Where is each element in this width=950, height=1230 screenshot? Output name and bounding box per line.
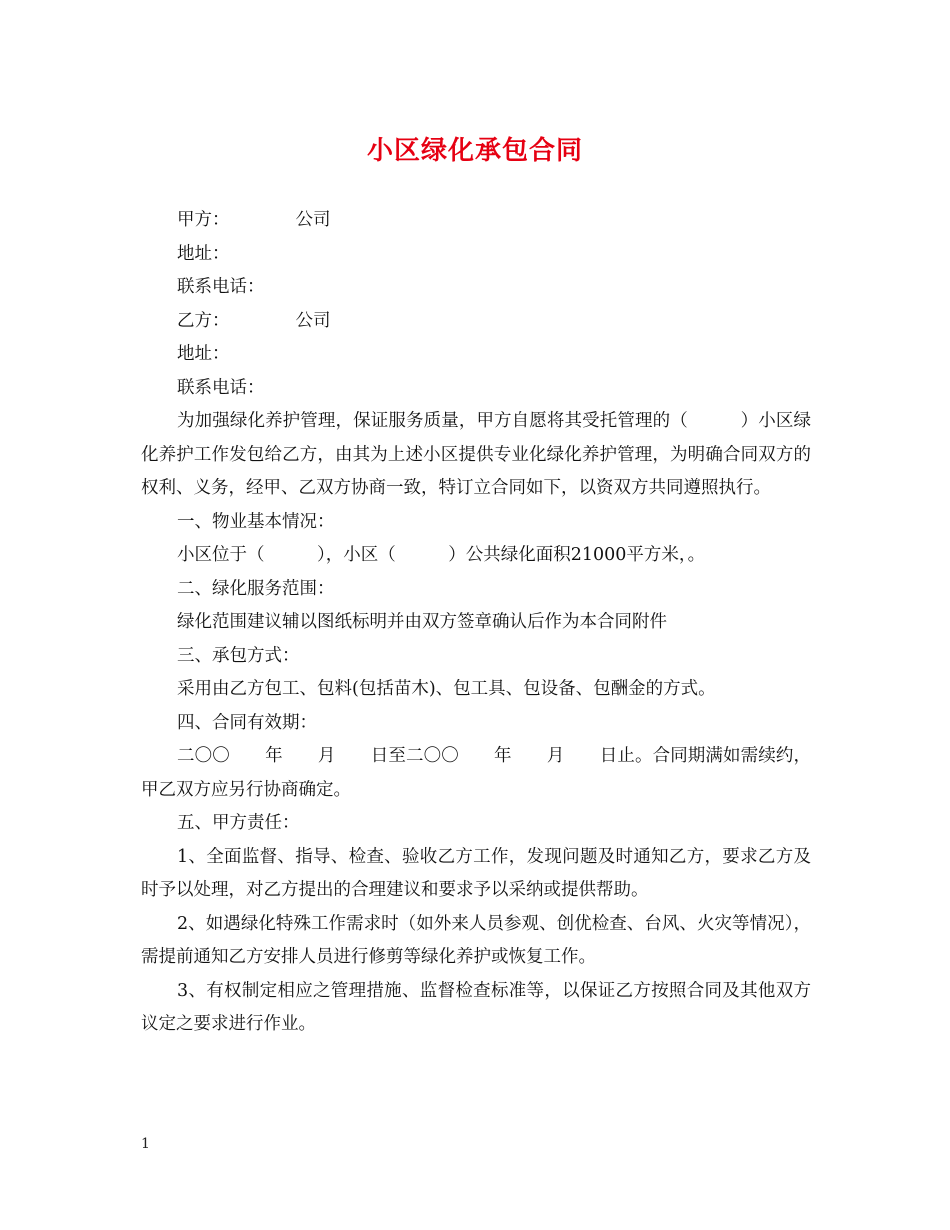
party-b-line xyxy=(141,305,811,339)
page-number: 1 xyxy=(141,1136,150,1152)
section-2-text: 绿化范围建议辅以图纸标明并由双方签章确认后作为本合同附件 xyxy=(177,612,667,632)
contract-body xyxy=(141,204,811,1042)
section-5-item-3: 3、有权制定相应之管理措施、监督检查标准等，以保证乙方按照合同及其他双方议定之要求进行作业。 xyxy=(141,980,811,1034)
section-5-item-1: 1、全面监督、指导、检查、验收乙方工作，发现问题及时通知乙方，要求乙方及时予以处理，对乙方提出的合理建议和要求予以采纳或提供帮助。 xyxy=(141,846,811,900)
party-a-company: 公司 xyxy=(295,210,331,230)
section-4-heading: 四、合同有效期： xyxy=(177,712,317,733)
party-a-line xyxy=(141,204,811,238)
party-b-label: 乙方： xyxy=(177,310,230,331)
section-5-item-2: 2、如遇绿化特殊工作需求时（如外来人员参观、创优检查、台风、火灾等情况），需提前通知乙方安排人员进行修剪等绿化养护或恢复工作。 xyxy=(141,913,811,967)
party-a-phone: 联系电话： xyxy=(177,277,265,297)
section-3-heading: 三、承包方式： xyxy=(177,645,300,666)
intro-paragraph: 为加强绿化养护管理，保证服务质量，甲方自愿将其受托管理的（ ）小区绿化养护工作发包给乙方，由其为上述小区提供专业化绿化养护管理，为明确合同双方的权利、义务，经甲、乙双方协商一致，特订立合同如下，以资双方共同遵照执行。 xyxy=(141,411,811,498)
section-3-text: 采用由乙方包工、包料(包括苗木)、包工具、包设备、包酬金的方式。 xyxy=(177,679,716,699)
party-b-address: 地址： xyxy=(177,344,230,364)
party-b-phone: 联系电话： xyxy=(177,377,265,398)
party-a-address: 地址： xyxy=(177,243,230,264)
contract-title: 小区绿化承包合同 xyxy=(366,136,583,166)
section-4-text: 二〇〇 年 月 日至二〇〇 年 月 日止。合同期满如需续约，甲乙双方应另行协商确定。 xyxy=(141,746,811,800)
section-2-heading: 二、绿化服务范围： xyxy=(177,578,335,599)
section-1-text: 小区位于（ ），小区（ ）公共绿化面积21000平方米，。 xyxy=(177,545,706,565)
party-a-label: 甲方： xyxy=(177,210,230,230)
party-b-company: 公司 xyxy=(295,310,331,331)
section-1-heading: 一、物业基本情况： xyxy=(177,511,335,532)
section-5-heading: 五、甲方责任： xyxy=(177,813,300,833)
